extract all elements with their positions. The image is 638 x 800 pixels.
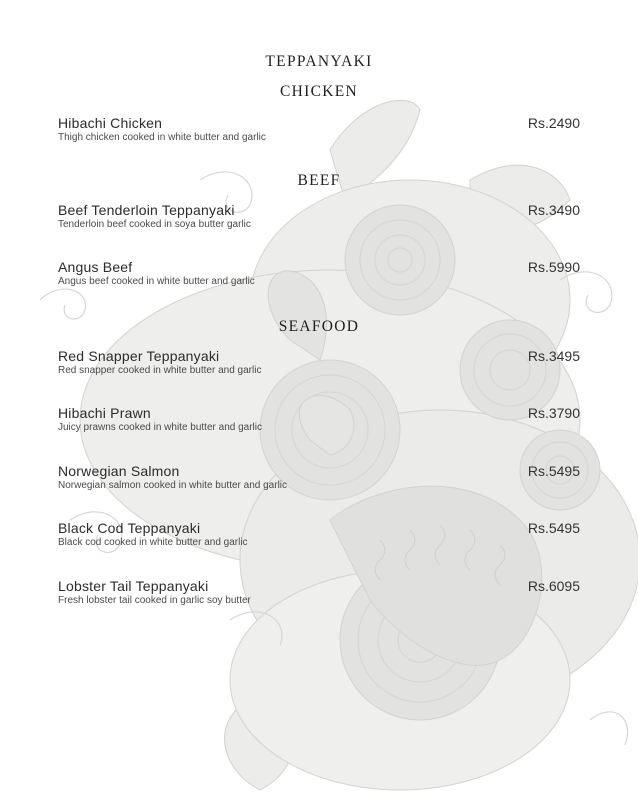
item-price: Rs.6095	[527, 578, 580, 594]
menu-item-lobster-tail-teppanyaki	[58, 578, 580, 607]
item-price: Rs.5990	[527, 259, 580, 275]
item-name: Hibachi Chicken	[58, 115, 163, 131]
item-description: Red snapper cooked in white butter and garlic	[58, 365, 262, 376]
item-price: Rs.2490	[527, 115, 580, 131]
section-heading-beef: BEEF	[297, 172, 341, 189]
item-description: Tenderloin beef cooked in soya butter garlic	[58, 219, 251, 230]
section-heading-seafood: SEAFOOD	[278, 318, 360, 335]
menu-item-hibachi-prawn	[58, 405, 580, 434]
item-price: Rs.3790	[527, 405, 580, 421]
item-name: Black Cod Teppanyaki	[58, 520, 201, 536]
item-name: Lobster Tail Teppanyaki	[58, 578, 209, 594]
item-name: Hibachi Prawn	[58, 405, 151, 421]
item-description: Fresh lobster tail cooked in garlic soy butter	[58, 595, 251, 606]
menu-item-norwegian-salmon	[58, 463, 580, 492]
item-price: Rs.5495	[527, 520, 580, 536]
menu-item-black-cod-teppanyaki	[58, 520, 580, 549]
menu-item-hibachi-chicken	[58, 115, 580, 144]
menu-item-angus-beef	[58, 259, 580, 288]
item-description: Juicy prawns cooked in white butter and garlic	[58, 422, 262, 433]
item-description: Black cod cooked in white butter and garlic	[58, 537, 248, 548]
menu-item-beef-tenderloin-teppanyaki	[58, 202, 580, 231]
item-name: Beef Tenderloin Teppanyaki	[58, 202, 235, 218]
item-name: Red Snapper Teppanyaki	[58, 348, 220, 364]
menu-item-red-snapper-teppanyaki	[58, 348, 580, 377]
item-description: Angus beef cooked in white butter and garlic	[58, 276, 255, 287]
item-price: Rs.3495	[527, 348, 580, 364]
item-name: Norwegian Salmon	[58, 463, 180, 479]
item-price: Rs.5495	[527, 463, 580, 479]
item-description: Norwegian salmon cooked in white butter and garlic	[58, 480, 288, 491]
item-name: Angus Beef	[58, 259, 133, 275]
section-heading-chicken: CHICKEN	[280, 83, 358, 100]
item-description: Thigh chicken cooked in white butter and garlic	[58, 132, 266, 143]
item-price: Rs.3490	[527, 202, 580, 218]
menu-title: TEPPANYAKI	[265, 53, 373, 70]
